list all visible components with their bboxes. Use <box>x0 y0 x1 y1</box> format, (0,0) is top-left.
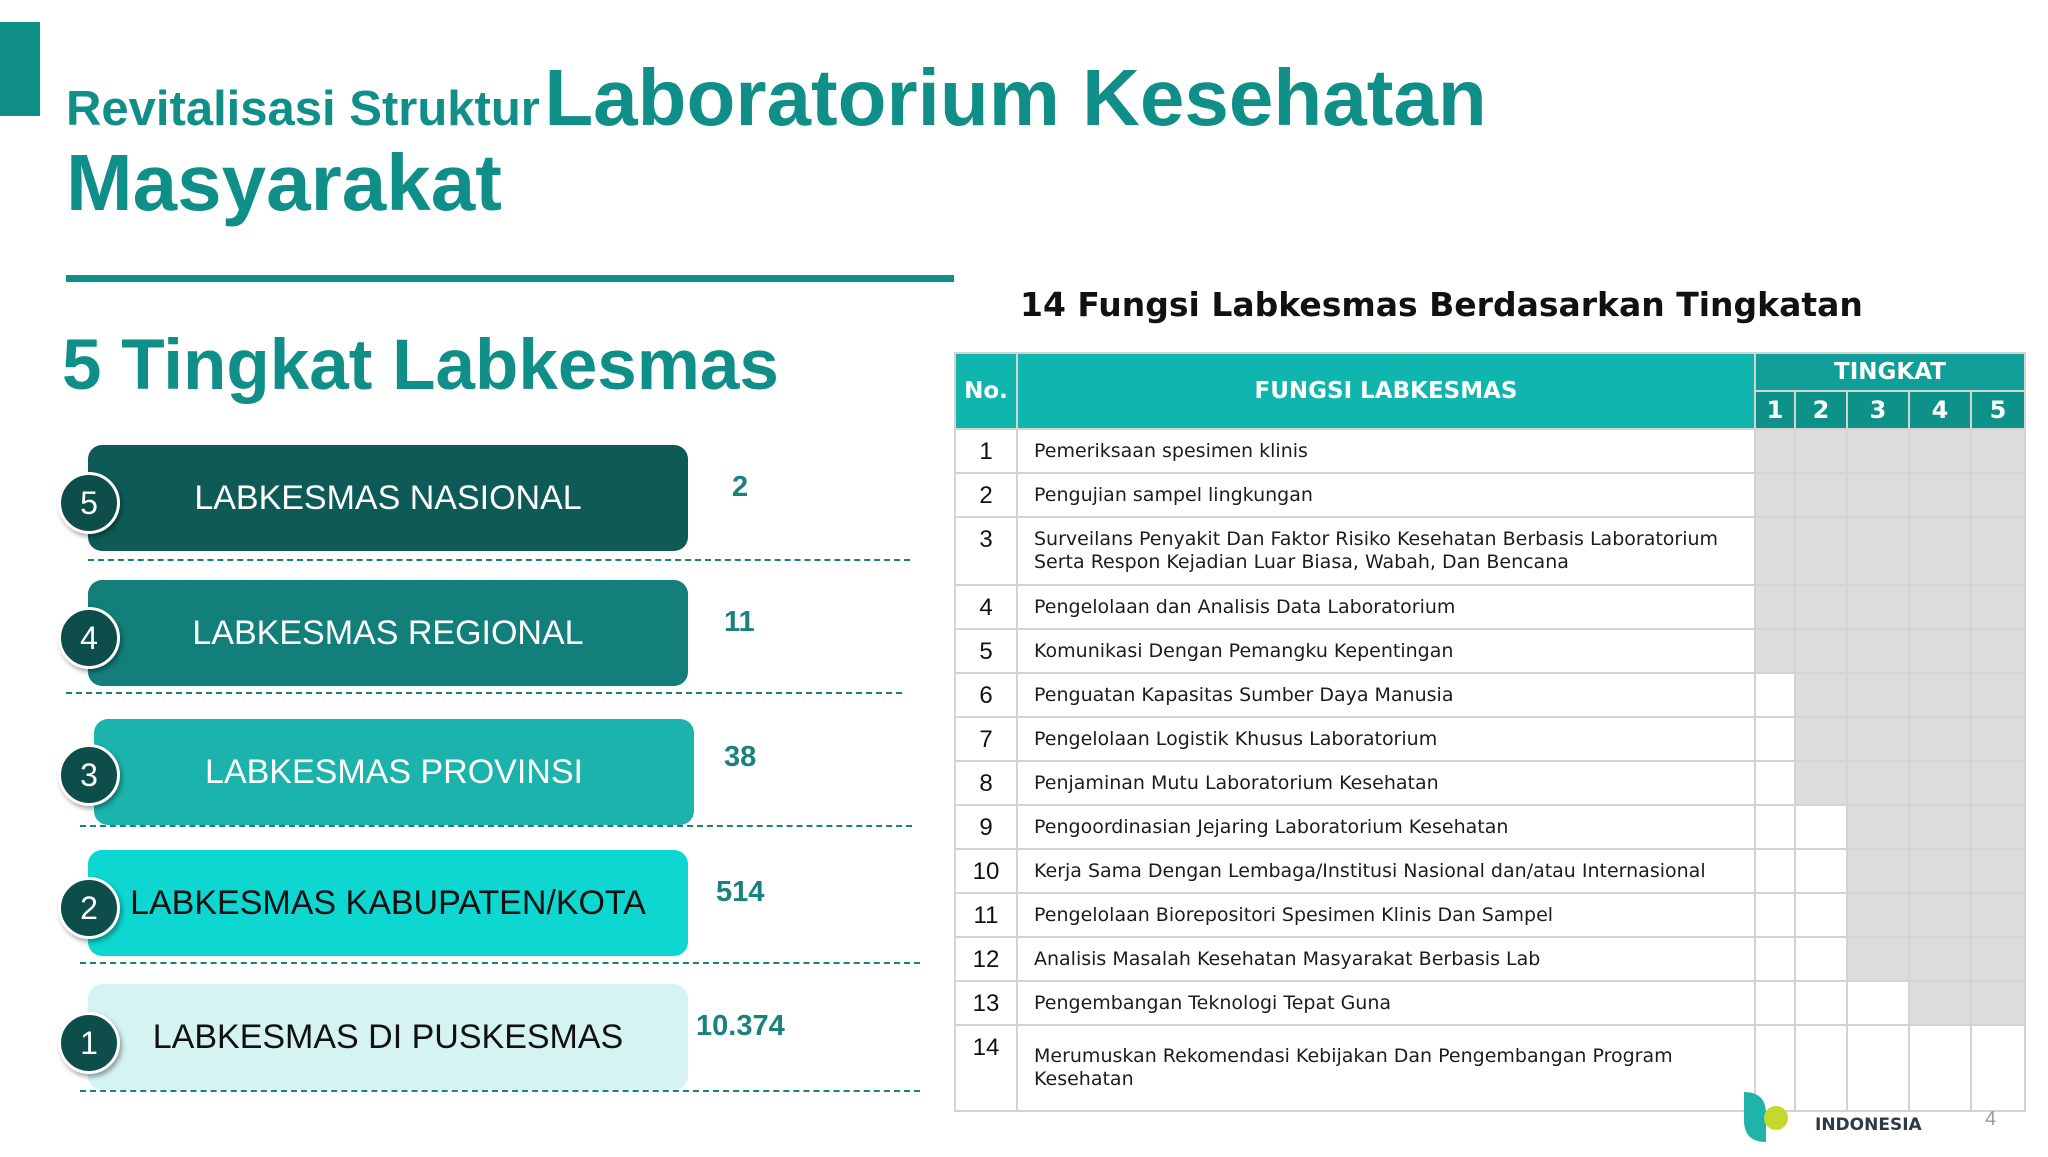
level-5-cell <box>1971 717 2025 761</box>
function-text: Surveilans Penyakit Dan Faktor Risiko Kesehatan Berbasis Laboratorium Serta Respon Kejadian Luar Biasa, Wabah, Dan Bencana <box>1017 517 1755 585</box>
level-5-cell <box>1971 673 2025 717</box>
corner-accent-bar <box>0 22 40 116</box>
table-row <box>955 517 2025 585</box>
level-5-cell <box>1971 893 2025 937</box>
function-text: Pengujian sampel lingkungan <box>1017 473 1755 517</box>
row-number: 4 <box>955 585 1017 629</box>
level-2-cell <box>1795 849 1847 893</box>
level-pill-3 <box>94 719 694 825</box>
table-row <box>955 849 2025 893</box>
row-number: 8 <box>955 761 1017 805</box>
level-pill-2 <box>88 850 688 956</box>
divider-dashed <box>80 962 920 964</box>
level-count: 2 <box>732 471 749 503</box>
level-3-cell <box>1847 893 1909 937</box>
level-number-badge: 4 <box>58 607 120 669</box>
table-row <box>955 981 2025 1025</box>
level-3-cell <box>1847 761 1909 805</box>
level-count: 514 <box>716 876 765 908</box>
level-3-cell <box>1847 585 1909 629</box>
level-number-badge: 1 <box>58 1012 120 1074</box>
level-4-cell <box>1909 981 1971 1025</box>
level-4-cell <box>1909 717 1971 761</box>
title-prefix: Revitalisasi Struktur <box>66 82 540 136</box>
table-row <box>955 429 2025 473</box>
row-number: 11 <box>955 893 1017 937</box>
level-4-cell <box>1909 1025 1971 1111</box>
level-5-cell <box>1971 805 2025 849</box>
level-5-cell <box>1971 849 2025 893</box>
level-2-cell <box>1795 429 1847 473</box>
function-text: Pengelolaan Biorepositori Spesimen Klinis Dan Sampel <box>1017 893 1755 937</box>
level-1-cell <box>1755 761 1795 805</box>
level-4-cell <box>1909 517 1971 585</box>
column-header-fungsi: FUNGSI LABKESMAS <box>1017 353 1755 429</box>
level-4-cell <box>1909 429 1971 473</box>
level-3-cell <box>1847 1025 1909 1111</box>
logo-text: INDONESIA <box>1815 1115 1922 1135</box>
function-text: Pengelolaan Logistik Khusus Laboratorium <box>1017 717 1755 761</box>
table-row <box>955 805 2025 849</box>
divider-dashed <box>88 559 910 561</box>
page-number: 4 <box>1985 1108 1997 1130</box>
function-text: Pengelolaan dan Analisis Data Laboratorium <box>1017 585 1755 629</box>
level-4-cell <box>1909 761 1971 805</box>
column-header-no: No. <box>955 353 1017 429</box>
level-label: LABKESMAS NASIONAL <box>194 478 582 517</box>
row-number: 2 <box>955 473 1017 517</box>
level-2-cell <box>1795 517 1847 585</box>
level-2-cell <box>1795 937 1847 981</box>
level-3-cell <box>1847 937 1909 981</box>
function-text: Penguatan Kapasitas Sumber Daya Manusia <box>1017 673 1755 717</box>
level-pill-1 <box>88 984 688 1090</box>
level-3-cell <box>1847 717 1909 761</box>
level-count: 10.374 <box>696 1010 785 1042</box>
level-3-cell <box>1847 849 1909 893</box>
level-2-cell <box>1795 1025 1847 1111</box>
level-2-cell <box>1795 893 1847 937</box>
function-text: Pemeriksaan spesimen klinis <box>1017 429 1755 473</box>
level-pill-5 <box>88 445 688 551</box>
level-label: LABKESMAS DI PUSKESMAS <box>152 1017 624 1056</box>
level-5-cell <box>1971 761 2025 805</box>
ministry-logo-icon <box>1730 1092 1790 1152</box>
title-main: Laboratorium Kesehatan <box>544 53 1487 142</box>
level-3-cell <box>1847 981 1909 1025</box>
row-number: 9 <box>955 805 1017 849</box>
divider-dashed <box>80 825 912 827</box>
function-text: Penjaminan Mutu Laboratorium Kesehatan <box>1017 761 1755 805</box>
function-text: Komunikasi Dengan Pemangku Kepentingan <box>1017 629 1755 673</box>
function-text: Pengoordinasian Jejaring Laboratorium Kesehatan <box>1017 805 1755 849</box>
level-header-4: 4 <box>1909 391 1971 429</box>
level-2-cell <box>1795 629 1847 673</box>
level-5-cell <box>1971 937 2025 981</box>
level-header-2: 2 <box>1795 391 1847 429</box>
level-4-cell <box>1909 629 1971 673</box>
table-row <box>955 893 2025 937</box>
level-label: LABKESMAS PROVINSI <box>205 752 583 791</box>
level-4-cell <box>1909 673 1971 717</box>
function-text: Kerja Sama Dengan Lembaga/Institusi Nasional dan/atau Internasional <box>1017 849 1755 893</box>
level-5-cell <box>1971 429 2025 473</box>
level-1-cell <box>1755 849 1795 893</box>
function-text: Analisis Masalah Kesehatan Masyarakat Berbasis Lab <box>1017 937 1755 981</box>
page-title <box>66 53 1487 227</box>
table-row <box>955 717 2025 761</box>
level-header-3: 3 <box>1847 391 1909 429</box>
table-row <box>955 673 2025 717</box>
level-2-cell <box>1795 761 1847 805</box>
level-5-cell <box>1971 981 2025 1025</box>
level-5-cell <box>1971 1025 2025 1111</box>
table-row <box>955 761 2025 805</box>
function-text: Pengembangan Teknologi Tepat Guna <box>1017 981 1755 1025</box>
title-underline <box>66 275 954 282</box>
level-2-cell <box>1795 585 1847 629</box>
level-1-cell <box>1755 673 1795 717</box>
functions-table <box>954 352 2026 1112</box>
level-3-cell <box>1847 517 1909 585</box>
row-number: 10 <box>955 849 1017 893</box>
level-3-cell <box>1847 473 1909 517</box>
row-number: 3 <box>955 517 1017 585</box>
level-3-cell <box>1847 629 1909 673</box>
levels-heading: 5 Tingkat Labkesmas <box>62 326 779 405</box>
row-number: 5 <box>955 629 1017 673</box>
level-3-cell <box>1847 805 1909 849</box>
level-4-cell <box>1909 585 1971 629</box>
table-row <box>955 585 2025 629</box>
level-1-cell <box>1755 429 1795 473</box>
level-1-cell <box>1755 893 1795 937</box>
level-4-cell <box>1909 849 1971 893</box>
level-2-cell <box>1795 981 1847 1025</box>
row-number: 7 <box>955 717 1017 761</box>
level-header-1: 1 <box>1755 391 1795 429</box>
table-heading: 14 Fungsi Labkesmas Berdasarkan Tingkatan <box>1020 285 1863 324</box>
level-pill-4 <box>88 580 688 686</box>
level-4-cell <box>1909 473 1971 517</box>
row-number: 6 <box>955 673 1017 717</box>
level-1-cell <box>1755 517 1795 585</box>
level-4-cell <box>1909 893 1971 937</box>
level-2-cell <box>1795 717 1847 761</box>
level-count: 11 <box>724 606 755 638</box>
level-3-cell <box>1847 429 1909 473</box>
level-3-cell <box>1847 673 1909 717</box>
level-4-cell <box>1909 805 1971 849</box>
row-number: 12 <box>955 937 1017 981</box>
level-5-cell <box>1971 585 2025 629</box>
level-1-cell <box>1755 717 1795 761</box>
level-5-cell <box>1971 629 2025 673</box>
level-2-cell <box>1795 473 1847 517</box>
level-count: 38 <box>724 741 757 773</box>
table-row <box>955 937 2025 981</box>
table-row <box>955 629 2025 673</box>
level-1-cell <box>1755 981 1795 1025</box>
row-number: 13 <box>955 981 1017 1025</box>
level-header-5: 5 <box>1971 391 2025 429</box>
level-4-cell <box>1909 937 1971 981</box>
level-2-cell <box>1795 673 1847 717</box>
level-5-cell <box>1971 517 2025 585</box>
row-number: 14 <box>955 1025 1017 1111</box>
level-number-badge: 3 <box>58 744 120 806</box>
table-row <box>955 473 2025 517</box>
level-1-cell <box>1755 585 1795 629</box>
column-header-tingkat: TINGKAT <box>1755 353 2025 391</box>
level-1-cell <box>1755 805 1795 849</box>
level-1-cell <box>1755 473 1795 517</box>
title-line2: Masyarakat <box>66 137 502 227</box>
table-row <box>955 1025 2025 1111</box>
level-label: LABKESMAS REGIONAL <box>192 613 584 652</box>
level-1-cell <box>1755 937 1795 981</box>
function-text: Merumuskan Rekomendasi Kebijakan Dan Pengembangan Program Kesehatan <box>1017 1025 1755 1111</box>
level-5-cell <box>1971 473 2025 517</box>
row-number: 1 <box>955 429 1017 473</box>
level-label: LABKESMAS KABUPATEN/KOTA <box>130 883 646 922</box>
divider-dashed <box>66 692 902 694</box>
level-number-badge: 5 <box>58 472 120 534</box>
divider-dashed <box>80 1090 920 1092</box>
level-2-cell <box>1795 805 1847 849</box>
level-number-badge: 2 <box>58 877 120 939</box>
level-1-cell <box>1755 629 1795 673</box>
